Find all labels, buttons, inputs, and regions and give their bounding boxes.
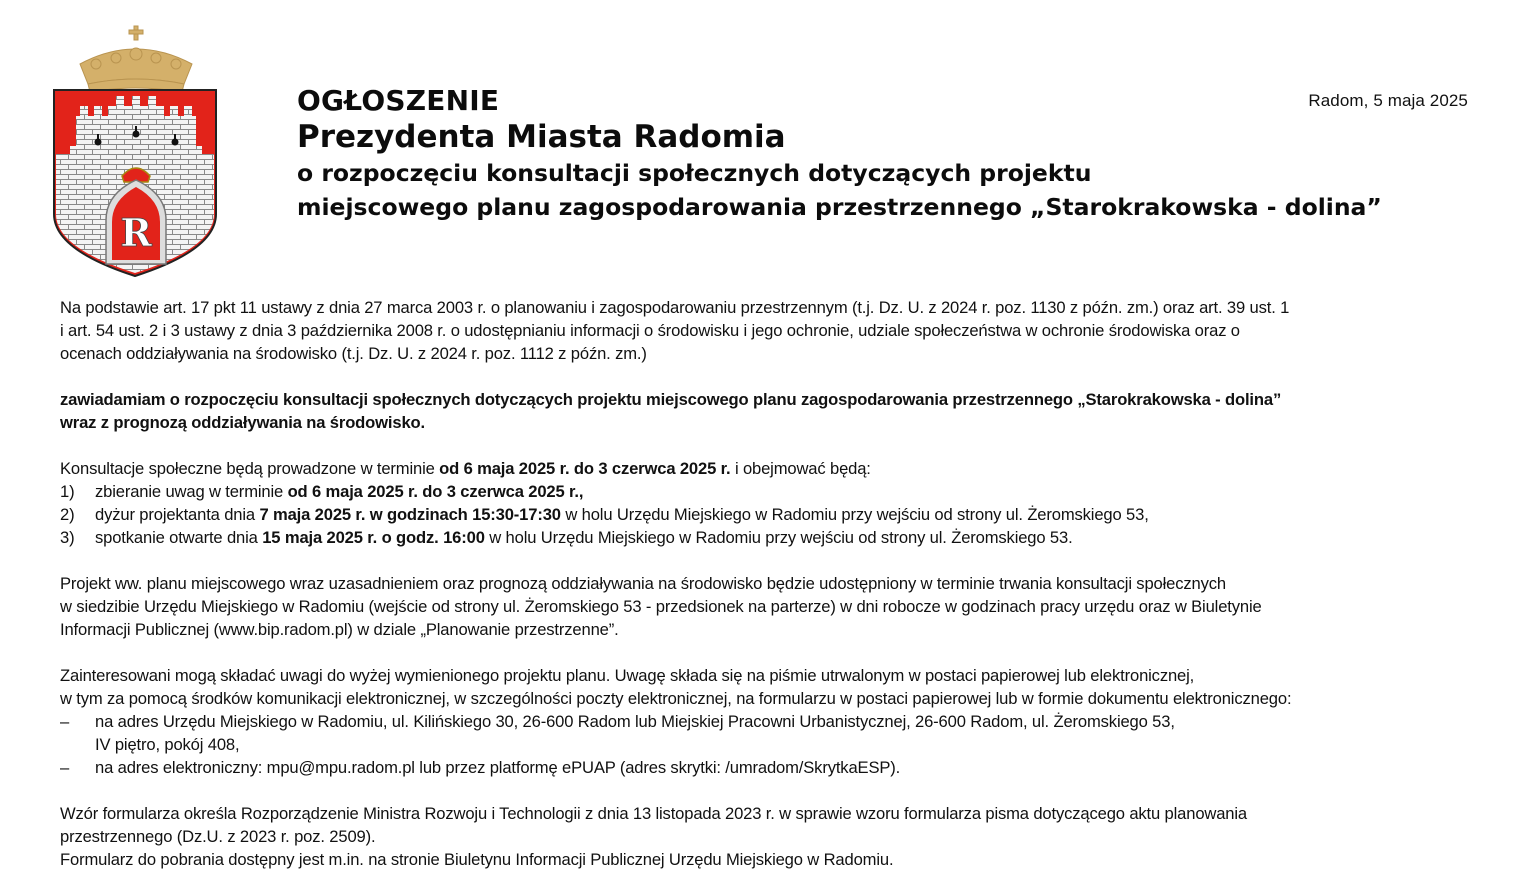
text-line: i art. 54 ust. 2 i 3 ustawy z dnia 3 października 2008 r. o udostępnianiu informacji o środowisku i jego ochronie, udziale społeczeństwa w ochronie środowiska oraz o xyxy=(60,321,1240,340)
crown-icon xyxy=(80,26,192,92)
heading-issuer: Prezydenta Miasta Radomia xyxy=(297,119,786,155)
document-heading xyxy=(297,84,1382,224)
text-line: przestrzennego (Dz.U. z 2023 r. poz. 2509). xyxy=(60,827,376,846)
text-line: ocenach oddziaływania na środowisko (t.j. Dz. U. z 2024 r. poz. 1112 z późn. zm.) xyxy=(60,344,647,363)
text-line: Projekt ww. planu miejscowego wraz uzasadnieniem oraz prognozą oddziaływania na środowisko będzie udostępniony w terminie trwania konsultacji społecznych xyxy=(60,574,1226,593)
text-line: Formularz do pobrania dostępny jest m.in. na stronie Biuletynu Informacji Publicznej Urzędu Miejskiego w Radomiu. xyxy=(60,850,894,869)
text-line: w siedzibie Urzędu Miejskiego w Radomiu (wejście od strony ul. Żeromskiego 53 - przedsionek na parterze) w dni robocze w godzinach pracy urzędu oraz w Biuletynie xyxy=(60,597,1262,616)
gate-letter: R xyxy=(120,210,152,255)
consultation-list xyxy=(60,480,1500,549)
list-item: 3) spotkanie otwarte dnia 15 maja 2025 r. o godz. 16:00 w holu Urzędu Miejskiego w Radomiu przy wejściu od strony ul. Żeromskiego 53. xyxy=(60,528,1073,547)
heading-subject-line1: o rozpoczęciu konsultacji społecznych dotyczących projektu xyxy=(297,159,1092,187)
consultation-intro: Konsultacje społeczne będą prowadzone w terminie od 6 maja 2025 r. do 3 czerwca 2025 r. i obejmować będą: xyxy=(60,459,871,478)
text-line: Wzór formularza określa Rozporządzenie Ministra Rozwoju i Technologii z dnia 13 listopada 2023 r. w sprawie wzoru formularza pisma dotyczącego aktu planowania xyxy=(60,804,1248,823)
list-item: 1) zbieranie uwag w terminie od 6 maja 2025 r. do 3 czerwca 2025 r., xyxy=(60,482,584,501)
comments-paragraph xyxy=(60,664,1500,710)
list-item: – na adres elektroniczny: mpu@mpu.radom.pl lub przez platformę ePUAP (adres skrytki: /umradom/SkrytkaESP). xyxy=(60,758,901,777)
document-date: Radom, 5 maja 2025 xyxy=(1308,91,1468,110)
text-line: w tym za pomocą środków komunikacji elektronicznej, w szczególności poczty elektronicznej, na formularzu w postaci papierowej lub w formie dokumentu elektronicznego: xyxy=(60,689,1292,708)
text-line: Informacji Publicznej (www.bip.radom.pl) w dziale „Planowanie przestrzenne”. xyxy=(60,620,619,639)
list-item: – na adres Urzędu Miejskiego w Radomiu, ul. Kilińskiego 30, 26-600 Radom lub Miejskiej Pracowni Urbanistycznej, 26-600 Radom, ul. Żeromskiego 53, IV piętro, pokój 408, xyxy=(60,712,1175,754)
heading-subject-line2: miejscowego planu zagospodarowania przestrzennego „Starokrakowska - dolina” xyxy=(297,193,1382,221)
text-line: Na podstawie art. 17 pkt 11 ustawy z dnia 27 marca 2003 r. o planowaniu i zagospodarowaniu przestrzennym (t.j. Dz. U. z 2024 r. poz. 1130 z późn. zm.) oraz art. 39 ust. 1 xyxy=(60,298,1290,317)
availability-paragraph xyxy=(60,572,1500,641)
form-info-paragraph xyxy=(60,802,1500,871)
text-line: Zainteresowani mogą składać uwagi do wyżej wymienionego projektu planu. Uwagę składa się na piśmie utrwalonym w postaci papierowej lub elektronicznej, xyxy=(60,666,1195,685)
list-item: 2) dyżur projektanta dnia 7 maja 2025 r. w godzinach 15:30-17:30 w holu Urzędu Miejskiego w Radomiu przy wejściu od strony ul. Żeromskiego 53, xyxy=(60,505,1149,524)
comment-channels-list xyxy=(60,710,1500,779)
heading-announcement: OGŁOSZENIE xyxy=(297,84,500,117)
text-line: wraz z prognozą oddziaływania na środowisko. xyxy=(60,413,425,432)
document-body xyxy=(60,296,1500,871)
text-line: zawiadamiam o rozpoczęciu konsultacji społecznych dotyczących projektu miejscowego planu zagospodarowania przestrzennego „Starokrakowska - dolina” xyxy=(60,390,1282,409)
legal-basis-paragraph xyxy=(60,296,1500,365)
radom-coat-of-arms-logo xyxy=(52,24,220,278)
announcement-paragraph xyxy=(60,388,1500,434)
